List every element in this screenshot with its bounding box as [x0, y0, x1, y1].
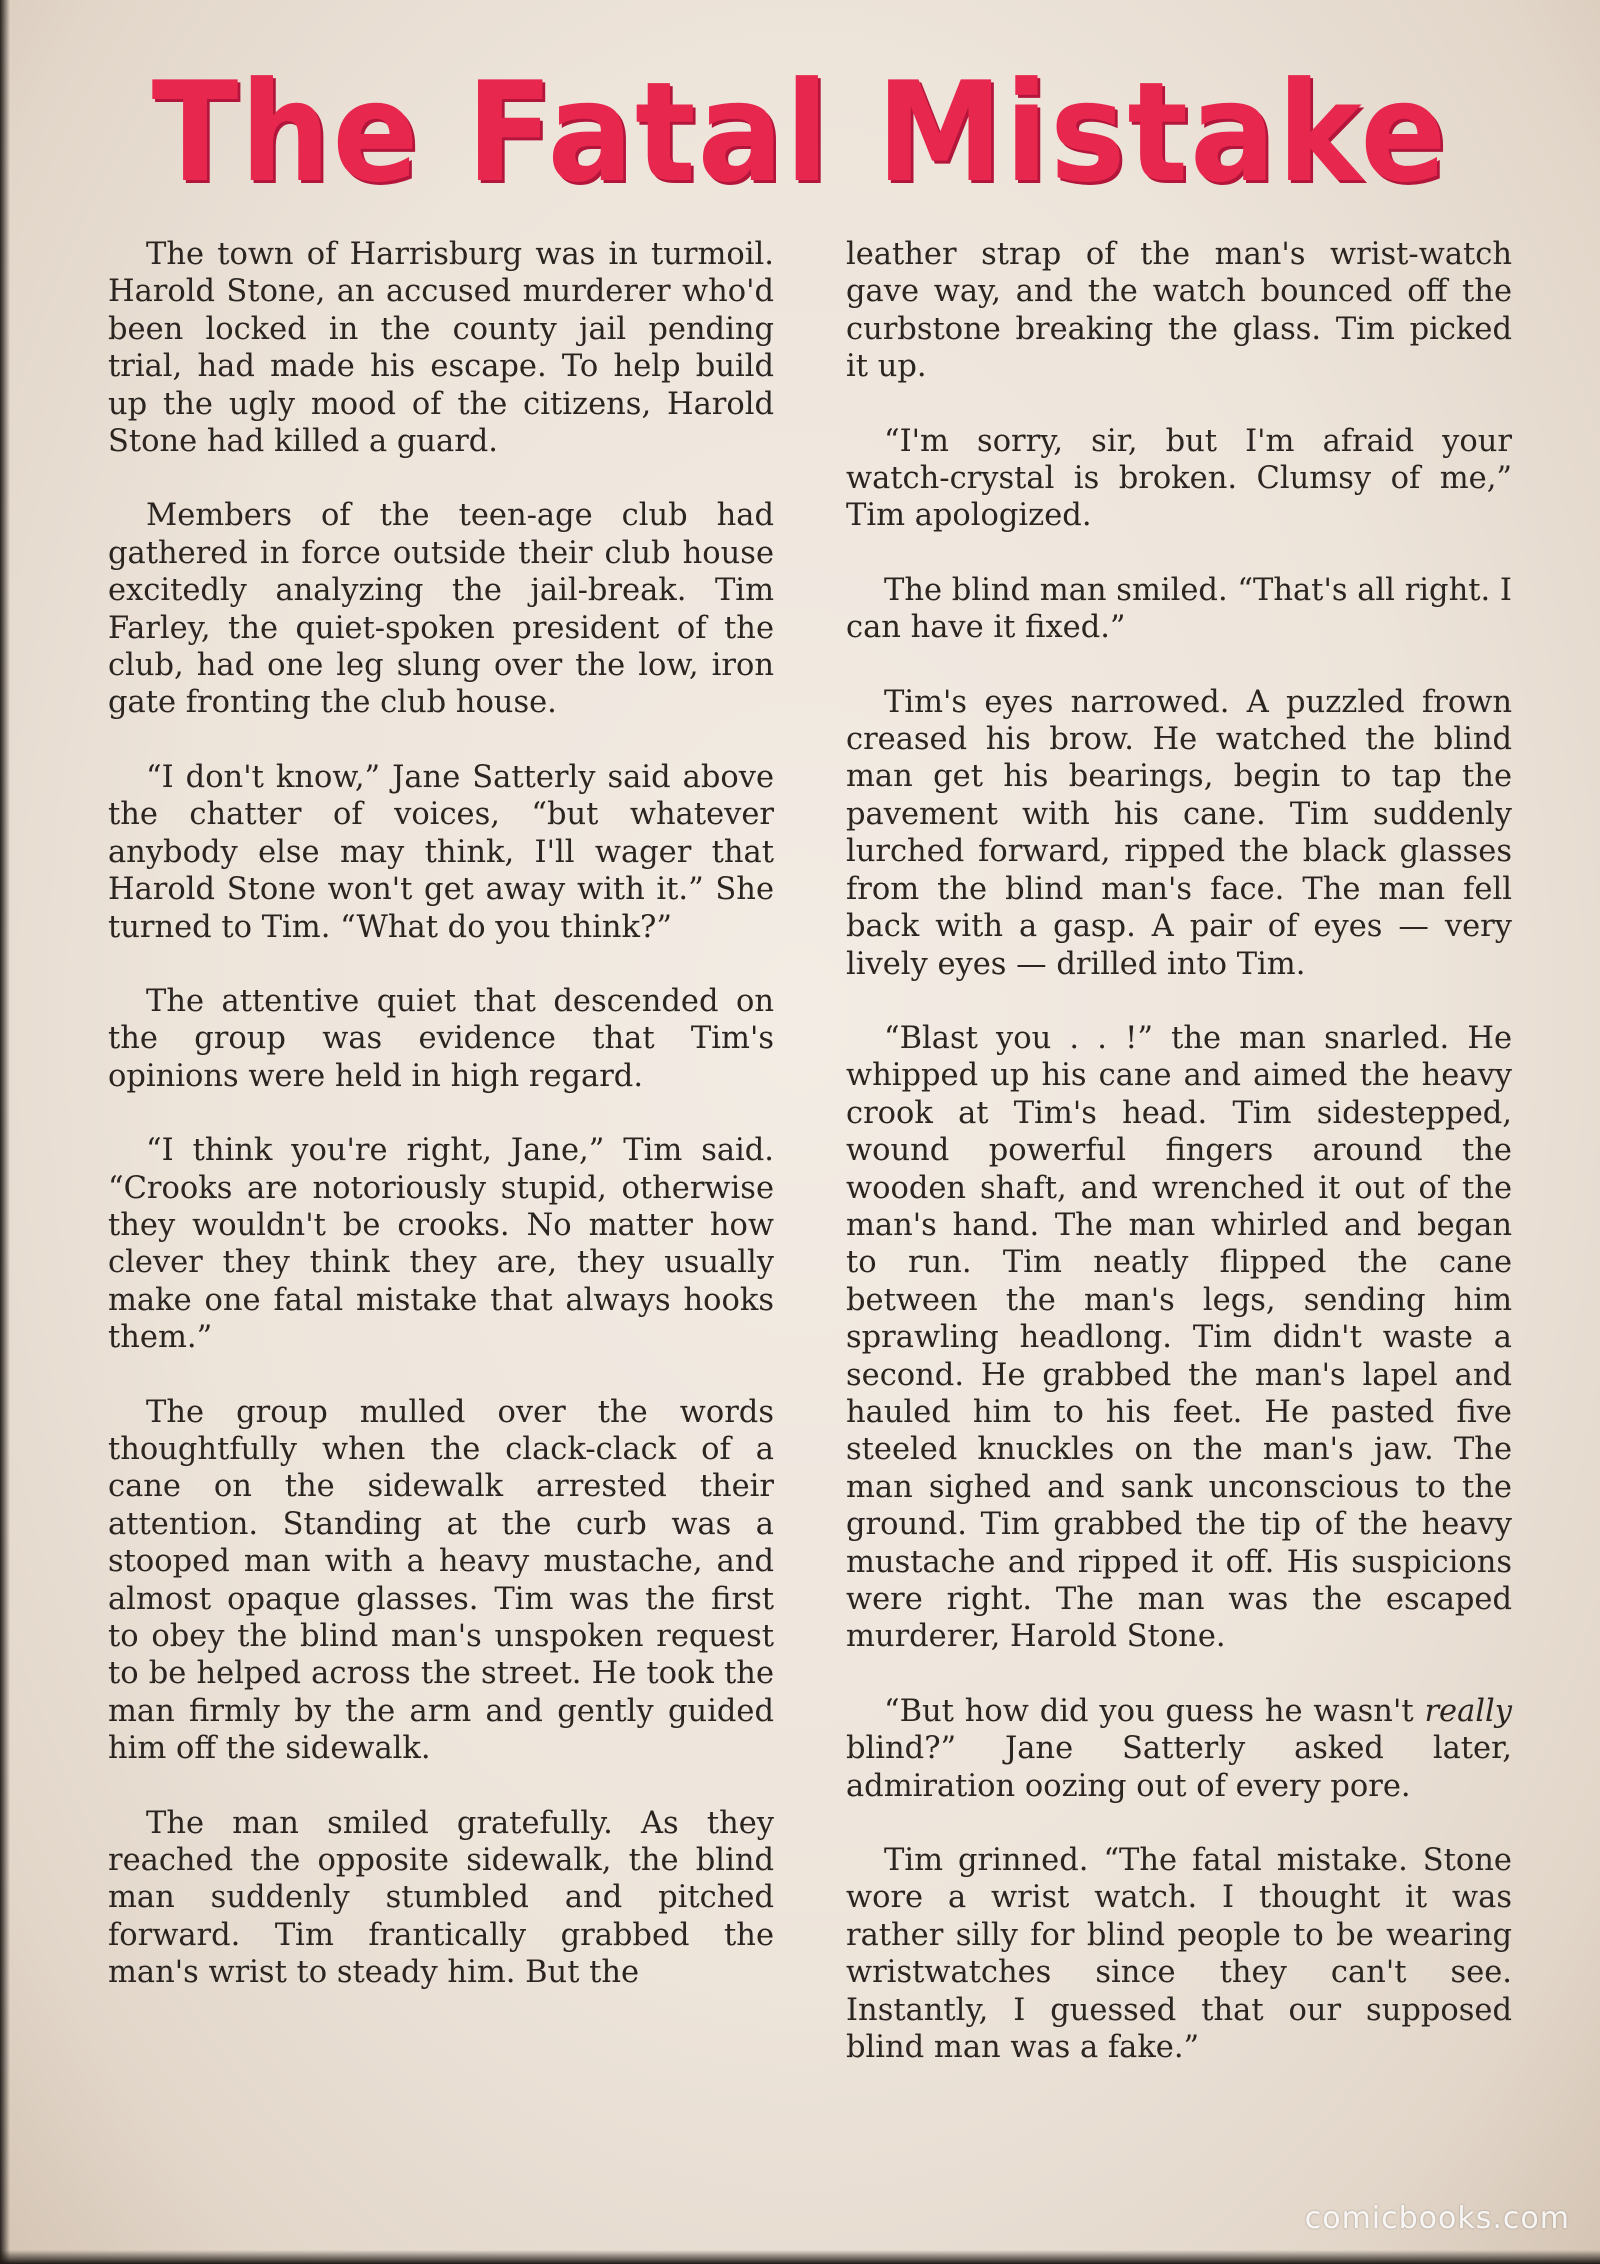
question-emphasis: really [1424, 1693, 1512, 1729]
paragraph-final: Tim grinned. “The fatal mistake. Stone wore a wrist watch. I thought it was rather silly for blind people to be wearing wristwatches since they can't see. Instantly, I guessed that our supposed blind man was a fake.” [846, 1843, 1512, 2066]
paragraph: The group mulled over the words thoughtfully when the clack-clack of a cane on the sidewalk arrested their attention. Standing at the curb was a stooped man with a heavy mustache, and almost opaque glasses. Tim was the first to obey the blind man's unspoken request to be helped across the street. He took the man firmly by the arm and gently guided him off the sidewalk. [108, 1394, 774, 1767]
page-edge-bottom [0, 2250, 1600, 2264]
paragraph-question [846, 1693, 1512, 1805]
right-column [846, 236, 1512, 2103]
paragraph: Tim's eyes narrowed. A puzzled frown creased his brow. He watched the blind man get his bearings, begin to tap the pavement with his cane. Tim suddenly lurched forward, ripped the black glasses from the blind man's face. The man fell back with a gasp. A pair of eyes — very lively eyes — drilled into Tim. [846, 684, 1512, 982]
paragraph: “Blast you . . !” the man snarled. He whipped up his cane and aimed the heavy crook at Tim's head. Tim sidestepped, wound powerful fingers around the wooden shaft, and wrenched it out of the man's hand. The man whirled and began to run. Tim neatly flipped the cane between the man's legs, sending him sprawling headlong. Tim didn't waste a second. He grabbed the man's lapel and hauled him to his feet. He pasted five steeled knuckles on the man's jaw. The man sighed and sank unconscious to the ground. Tim grabbed the tip of the heavy mustache and ripped it off. His suspicions were right. The man was the escaped murderer, Harold Stone. [846, 1020, 1512, 1655]
paragraph: Members of the teen-age club had gathered in force outside their club house excitedly analyzing the jail-break. Tim Farley, the quiet-spoken president of the club, had one leg slung over the low, iron gate fronting the club house. [108, 498, 774, 721]
paragraph: “I think you're right, Jane,” Tim said. “Crooks are notoriously stupid, otherwise they wouldn't be crooks. No matter how clever they think they are, they usually make one fatal mistake that always hooks them.” [108, 1133, 774, 1356]
page-edge-left [0, 0, 10, 2264]
paragraph: The town of Harrisburg was in turmoil. Harold Stone, an accused murderer who'd been locked in the county jail pending trial, had made his escape. To help build up the ugly mood of the citizens, Harold Stone had killed a guard. [108, 237, 774, 460]
paragraph: “I don't know,” Jane Satterly said above the chatter of voices, “but whatever anybody else may think, I'll wager that Harold Stone won't get away with it.” She turned to Tim. “What do you think?” [108, 759, 774, 945]
story-title: The Fatal Mistake [151, 52, 1449, 213]
left-column [108, 236, 774, 2029]
paragraph: The blind man smiled. “That's all right. I can have it fixed.” [846, 572, 1512, 646]
paragraph: “I'm sorry, sir, but I'm afraid your watch-crystal is broken. Clumsy of me,” Tim apologized. [846, 423, 1512, 534]
paragraph: The attentive quiet that descended on the group was evidence that Tim's opinions were held in high regard. [108, 983, 774, 1094]
paragraph: The man smiled gratefully. As they reached the opposite sidewalk, the blind man suddenly stumbled and pitched forward. Tim frantically grabbed the man's wrist to steady him. But the [108, 1805, 774, 1991]
question-text-end: blind?” Jane Satterly asked later, admiration oozing out of every pore. [846, 1731, 1512, 1804]
paragraph-continuation: leather strap of the man's wrist-watch gave way, and the watch bounced off the curbstone breaking the glass. Tim picked it up. [846, 237, 1512, 385]
question-text-start: “But how did you guess he wasn't [884, 1693, 1425, 1729]
watermark: comicbooks.com [1304, 2201, 1570, 2236]
